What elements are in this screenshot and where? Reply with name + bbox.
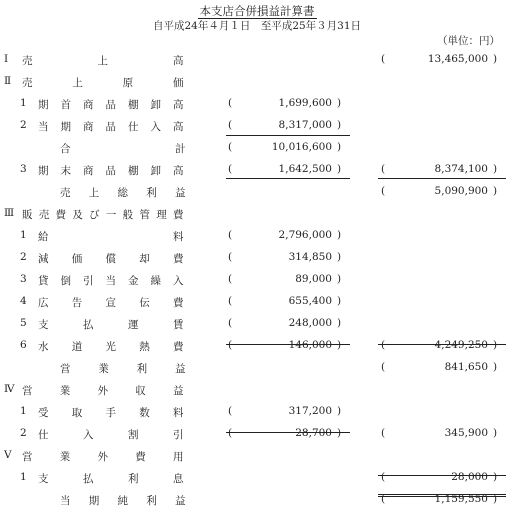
subtotal-rule-sga bbox=[226, 344, 350, 345]
amount-value: 13,465,000 bbox=[427, 53, 488, 65]
amount-value: 317,200 bbox=[288, 405, 332, 417]
paren-close: ) bbox=[493, 471, 498, 483]
statement-row bbox=[0, 270, 514, 290]
amount-value: 2,796,000 bbox=[278, 229, 332, 241]
amount-value: 28,000 bbox=[451, 471, 488, 483]
paren-close: ) bbox=[337, 405, 342, 417]
statement-row bbox=[0, 424, 514, 444]
paren-close: ) bbox=[493, 427, 498, 439]
paren-open: ( bbox=[381, 493, 386, 505]
row-label: 1 受 取 手 数 料 bbox=[20, 405, 184, 419]
amount-value: 345,900 bbox=[444, 427, 488, 439]
statement-row bbox=[0, 402, 514, 422]
statement-title-text: 本支店合併損益計算書 bbox=[199, 4, 315, 18]
statement-row bbox=[0, 380, 514, 400]
statement-row bbox=[0, 50, 514, 70]
statement-row bbox=[0, 182, 514, 202]
row-label: 合 計 bbox=[60, 143, 186, 155]
row-label: 4 広 告 宣 伝 費 bbox=[20, 295, 184, 309]
paren-close: ) bbox=[337, 119, 342, 131]
paren-close: ) bbox=[337, 317, 342, 329]
paren-close: ) bbox=[493, 53, 498, 65]
amount-value: 1,642,500 bbox=[278, 163, 332, 175]
paren-close: ) bbox=[337, 163, 342, 175]
paren-close: ) bbox=[337, 339, 342, 351]
subtotal-rule-cogs bbox=[226, 178, 350, 179]
statement-row bbox=[0, 160, 514, 180]
paren-close: ) bbox=[493, 361, 498, 373]
row-label: Ⅰ 売 上 高 bbox=[4, 53, 184, 67]
paren-open: ( bbox=[381, 185, 386, 197]
row-label: Ⅴ 営 業 外 費 用 bbox=[4, 449, 184, 463]
subtotal-rule-cost bbox=[226, 135, 350, 136]
row-label: 2 減 価 償 却 費 bbox=[20, 251, 184, 265]
statement-period: 自平成24年４月１日 至平成25年３月31日 bbox=[152, 20, 362, 32]
paren-close: ) bbox=[493, 185, 498, 197]
statement-row bbox=[0, 116, 514, 136]
subtotal-rule-nonop-col2 bbox=[378, 475, 506, 476]
statement-row bbox=[0, 490, 514, 510]
paren-open: ( bbox=[228, 405, 233, 417]
statement-row bbox=[0, 336, 514, 356]
row-label: 売 上 総 利 益 bbox=[60, 187, 186, 199]
unit-label: （単位：円） bbox=[437, 35, 500, 47]
row-label: Ⅱ 売 上 原 価 bbox=[4, 75, 184, 89]
row-label: 3 期 末 商 品 棚 卸 高 bbox=[20, 163, 184, 177]
statement-row bbox=[0, 94, 514, 114]
paren-close: ) bbox=[493, 163, 498, 175]
paren-open: ( bbox=[228, 251, 233, 263]
statement-row bbox=[0, 446, 514, 466]
paren-close: ) bbox=[337, 251, 342, 263]
statement-row bbox=[0, 468, 514, 488]
paren-close: ) bbox=[337, 427, 342, 439]
paren-open: ( bbox=[381, 471, 386, 483]
amount-value: 4,249,250 bbox=[434, 339, 488, 351]
paren-open: ( bbox=[228, 427, 233, 439]
statement-row bbox=[0, 358, 514, 378]
subtotal-rule-nonop bbox=[226, 432, 350, 433]
amount-value: 248,000 bbox=[288, 317, 332, 329]
amount-value: 28,700 bbox=[295, 427, 332, 439]
paren-open: ( bbox=[228, 97, 233, 109]
row-label: 2 当 期 商 品 仕 入 高 bbox=[20, 119, 184, 133]
row-label: 1 給 料 bbox=[20, 229, 184, 243]
paren-open: ( bbox=[381, 339, 386, 351]
statement-row bbox=[0, 138, 514, 158]
paren-open: ( bbox=[381, 427, 386, 439]
paren-open: ( bbox=[228, 163, 233, 175]
paren-open: ( bbox=[228, 295, 233, 307]
amount-value: 1,699,600 bbox=[278, 97, 332, 109]
row-label: Ⅲ 販 売 費 及 び 一 般 管 理 費 bbox=[4, 207, 184, 221]
statement-row bbox=[0, 248, 514, 268]
paren-open: ( bbox=[228, 273, 233, 285]
double-rule-lower bbox=[378, 496, 506, 497]
paren-close: ) bbox=[337, 295, 342, 307]
paren-open: ( bbox=[228, 317, 233, 329]
row-label: 1 期 首 商 品 棚 卸 高 bbox=[20, 97, 184, 111]
paren-open: ( bbox=[228, 141, 233, 153]
amount-value: 10,016,600 bbox=[271, 141, 332, 153]
row-label: Ⅳ 営 業 外 収 益 bbox=[4, 383, 184, 397]
amount-value: 1,159,550 bbox=[434, 493, 488, 505]
amount-value: 8,317,000 bbox=[278, 119, 332, 131]
statement-row bbox=[0, 314, 514, 334]
statement-row bbox=[0, 72, 514, 92]
paren-open: ( bbox=[228, 229, 233, 241]
row-label: 3 貸 倒 引 当 金 繰 入 bbox=[20, 273, 184, 287]
amount-value: 89,000 bbox=[295, 273, 332, 285]
paren-close: ) bbox=[493, 339, 498, 351]
paren-close: ) bbox=[337, 97, 342, 109]
row-label: 6 水 道 光 熱 費 bbox=[20, 339, 184, 353]
amount-value: 5,090,900 bbox=[434, 185, 488, 197]
row-label: 1 支 払 利 息 bbox=[20, 471, 184, 485]
double-rule-upper bbox=[378, 494, 506, 495]
statement-row bbox=[0, 292, 514, 312]
paren-close: ) bbox=[493, 493, 498, 505]
subtotal-rule-cogs-col2 bbox=[378, 178, 506, 179]
statement-title bbox=[0, 3, 514, 19]
paren-close: ) bbox=[337, 141, 342, 153]
row-label: 2 仕 入 割 引 bbox=[20, 427, 184, 441]
row-label: 5 支 払 運 賃 bbox=[20, 317, 184, 331]
amount-value: 8,374,100 bbox=[434, 163, 488, 175]
paren-open: ( bbox=[381, 361, 386, 373]
subtotal-rule-sga-col2 bbox=[378, 344, 506, 345]
row-label: 営 業 利 益 bbox=[60, 363, 186, 375]
amount-value: 146,000 bbox=[288, 339, 332, 351]
paren-open: ( bbox=[228, 339, 233, 351]
amount-value: 314,850 bbox=[288, 251, 332, 263]
statement-row bbox=[0, 226, 514, 246]
amount-value: 841,650 bbox=[444, 361, 488, 373]
statement-row bbox=[0, 204, 514, 224]
paren-open: ( bbox=[381, 163, 386, 175]
amount-value: 655,400 bbox=[288, 295, 332, 307]
row-label: 当 期 純 利 益 bbox=[60, 495, 186, 507]
paren-close: ) bbox=[337, 273, 342, 285]
paren-close: ) bbox=[337, 229, 342, 241]
paren-open: ( bbox=[381, 53, 386, 65]
paren-open: ( bbox=[228, 119, 233, 131]
